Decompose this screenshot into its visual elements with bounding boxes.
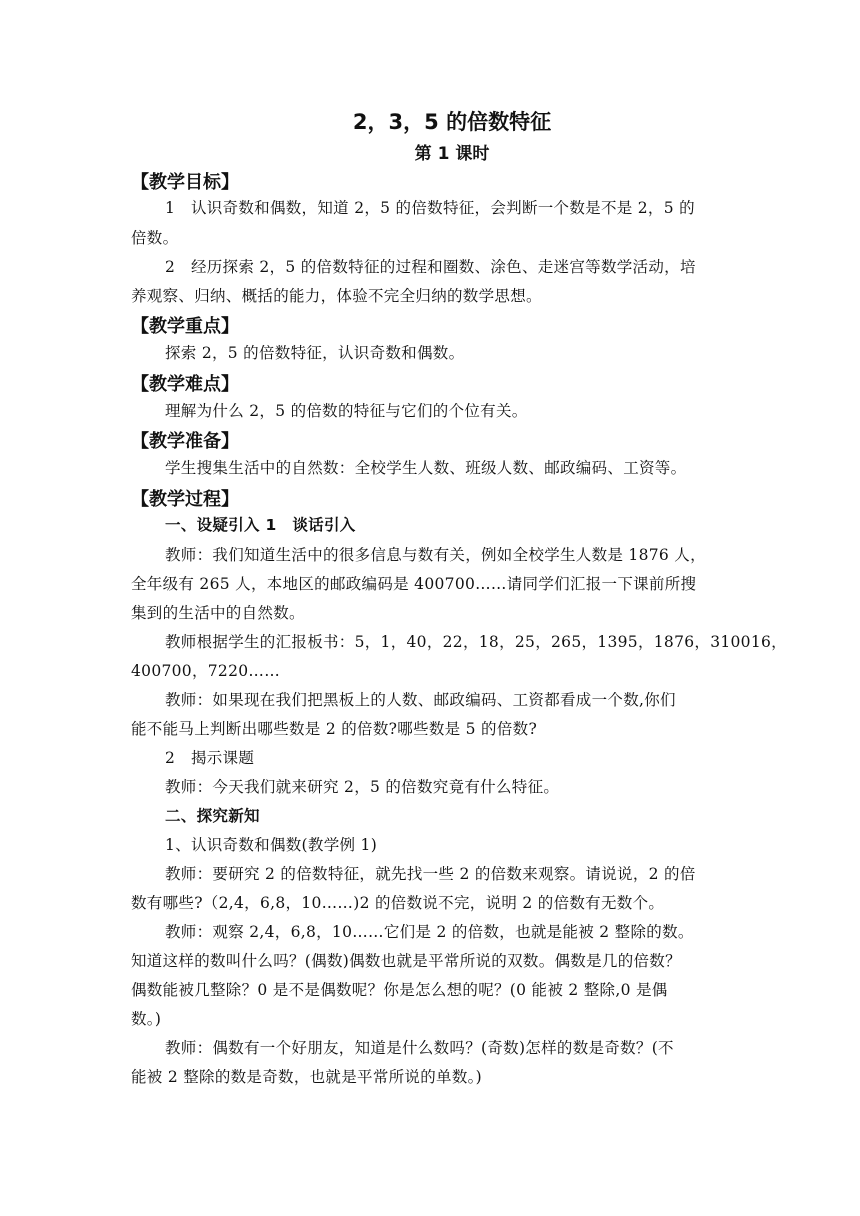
- teacher-1-line-2: 全年级有 265 人，本地区的邮政编码是 400700……请同学们汇报一下课前所搜: [131, 575, 697, 593]
- subheading-intro: 一、设疑引入 1 谈话引入: [165, 516, 356, 534]
- teacher-2-line-1: 教师：如果现在我们把黑板上的人数、邮政编码、工资都看成一个数,你们: [165, 691, 676, 709]
- goal-2-line-2: 养观察、归纳、概括的能力，体验不完全归纳的数学思想。: [131, 287, 542, 305]
- goal-1-line-1: 1 认识奇数和偶数，知道 2，5 的倍数特征，会判断一个数是不是 2，5 的: [165, 199, 695, 217]
- teacher-5-line-2: 知道这样的数叫什么吗？(偶数)偶数也就是平常所说的双数。偶数是几的倍数？: [131, 952, 681, 970]
- teacher-1-line-3: 集到的生活中的自然数。: [131, 604, 305, 622]
- section-key-points: 【教学重点】: [131, 316, 239, 337]
- section-goals: 【教学目标】: [131, 172, 239, 193]
- board-line-1: 教师根据学生的汇报板书：5，1，40，22，18，25，265，1395，1876，310016，: [165, 633, 787, 651]
- teacher-5-line-4: 数。): [131, 1010, 162, 1028]
- teacher-5-line-1: 教师：观察 2,4，6,8，10……它们是 2 的倍数，也就是能被 2 整除的数。: [165, 923, 694, 941]
- reveal-topic: 2 揭示课题: [165, 749, 255, 767]
- preparation-text: 学生搜集生活中的自然数：全校学生人数、班级人数、邮政编码、工资等。: [165, 459, 687, 477]
- board-line-2: 400700，7220……: [131, 662, 281, 680]
- teacher-3-line: 教师：今天我们就来研究 2，5 的倍数究竟有什么特征。: [165, 778, 560, 796]
- subheading-explore: 二、探究新知: [165, 807, 260, 825]
- key-point-text: 探索 2，5 的倍数特征，认识奇数和偶数。: [165, 344, 465, 362]
- teacher-2-line-2: 能不能马上判断出哪些数是 2 的倍数?哪些数是 5 的倍数?: [131, 720, 538, 738]
- teacher-1-line-1: 教师：我们知道生活中的很多信息与数有关，例如全校学生人数是 1876 人，: [165, 546, 706, 564]
- teacher-6-line-1: 教师：偶数有一个好朋友，知道是什么数吗？(奇数)怎样的数是奇数？(不: [165, 1039, 674, 1057]
- example-1-heading: 1、认识奇数和偶数(教学例 1): [165, 836, 378, 854]
- page-subtitle: 第 1 课时: [414, 144, 490, 164]
- page-title: 2，3，5 的倍数特征: [352, 110, 552, 134]
- teacher-6-line-2: 能被 2 整除的数是奇数，也就是平常所说的单数。): [131, 1068, 483, 1086]
- section-difficulty: 【教学难点】: [131, 374, 239, 395]
- section-process: 【教学过程】: [131, 489, 239, 510]
- goal-1-line-2: 倍数。: [131, 229, 179, 247]
- teacher-4-line-1: 教师：要研究 2 的倍数特征，就先找一些 2 的倍数来观察。请说说，2 的倍: [165, 865, 696, 883]
- teacher-5-line-3: 偶数能被几整除？0 是不是偶数呢？你是怎么想的呢？(0 能被 2 整除,0 是偶: [131, 981, 668, 999]
- teacher-4-line-2: 数有哪些?（2,4，6,8，10……)2 的倍数说不完，说明 2 的倍数有无数个。: [131, 894, 665, 912]
- difficulty-text: 理解为什么 2，5 的倍数的特征与它们的个位有关。: [165, 402, 528, 420]
- goal-2-line-1: 2 经历探索 2，5 的倍数特征的过程和圈数、涂色、走迷宫等数学活动，培: [165, 258, 696, 276]
- section-preparation: 【教学准备】: [131, 431, 239, 452]
